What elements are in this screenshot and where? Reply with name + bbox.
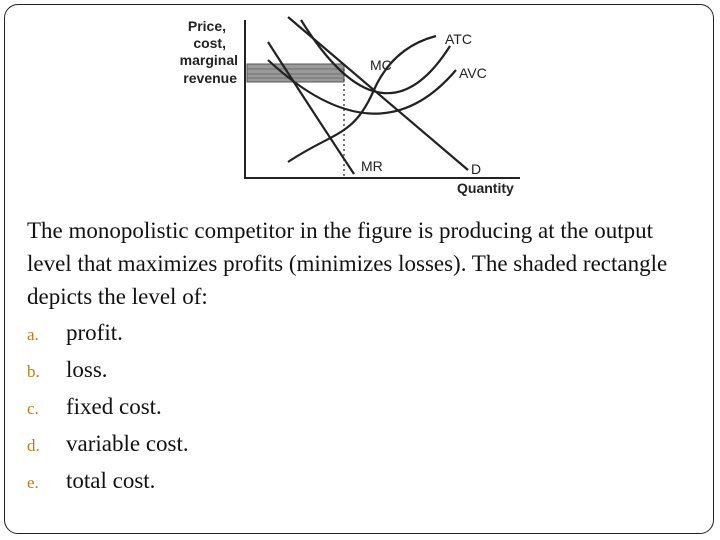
choice-c-letter: c. — [27, 399, 39, 418]
question-block — [27, 214, 687, 499]
choice-e-text: total cost. — [66, 468, 156, 493]
x-axis-label: Quantity — [457, 180, 514, 196]
choice-b[interactable] — [27, 351, 687, 388]
choice-d[interactable] — [27, 425, 687, 462]
question-stem: The monopolistic competitor in the figure is producing at the output level that maximizes profits (minimizes losses). The shaded rectangle depicts the level of: — [27, 218, 668, 309]
choice-d-text: variable cost. — [66, 431, 189, 456]
atc-label: ATC — [445, 31, 472, 47]
shaded-rectangle — [247, 64, 344, 82]
mc-label: MC — [370, 57, 392, 73]
choice-c-text: fixed cost. — [66, 394, 162, 419]
diagram-canvas — [168, 12, 528, 202]
choice-e-letter: e. — [27, 473, 39, 492]
choice-e[interactable] — [27, 462, 687, 499]
choice-c[interactable] — [27, 388, 687, 425]
cost-curves-diagram — [168, 12, 528, 202]
choice-a-letter: a. — [27, 325, 39, 344]
y-axis-label-line-4: revenue — [183, 70, 237, 86]
choice-b-letter: b. — [27, 362, 40, 381]
choice-a-text: profit. — [66, 320, 123, 345]
mr-label: MR — [361, 158, 383, 174]
choice-a[interactable] — [27, 314, 687, 351]
choice-b-text: loss. — [66, 357, 108, 382]
avc-label: AVC — [459, 65, 487, 81]
marginal-cost-curve — [288, 36, 436, 162]
choice-d-letter: d. — [27, 436, 40, 455]
demand-label: D — [471, 161, 482, 177]
y-axis-label-line-1: Price, — [187, 18, 226, 34]
y-axis-label-line-2: cost, — [193, 35, 226, 51]
y-axis-label-line-3: marginal — [179, 52, 238, 68]
answer-choices — [27, 314, 687, 499]
